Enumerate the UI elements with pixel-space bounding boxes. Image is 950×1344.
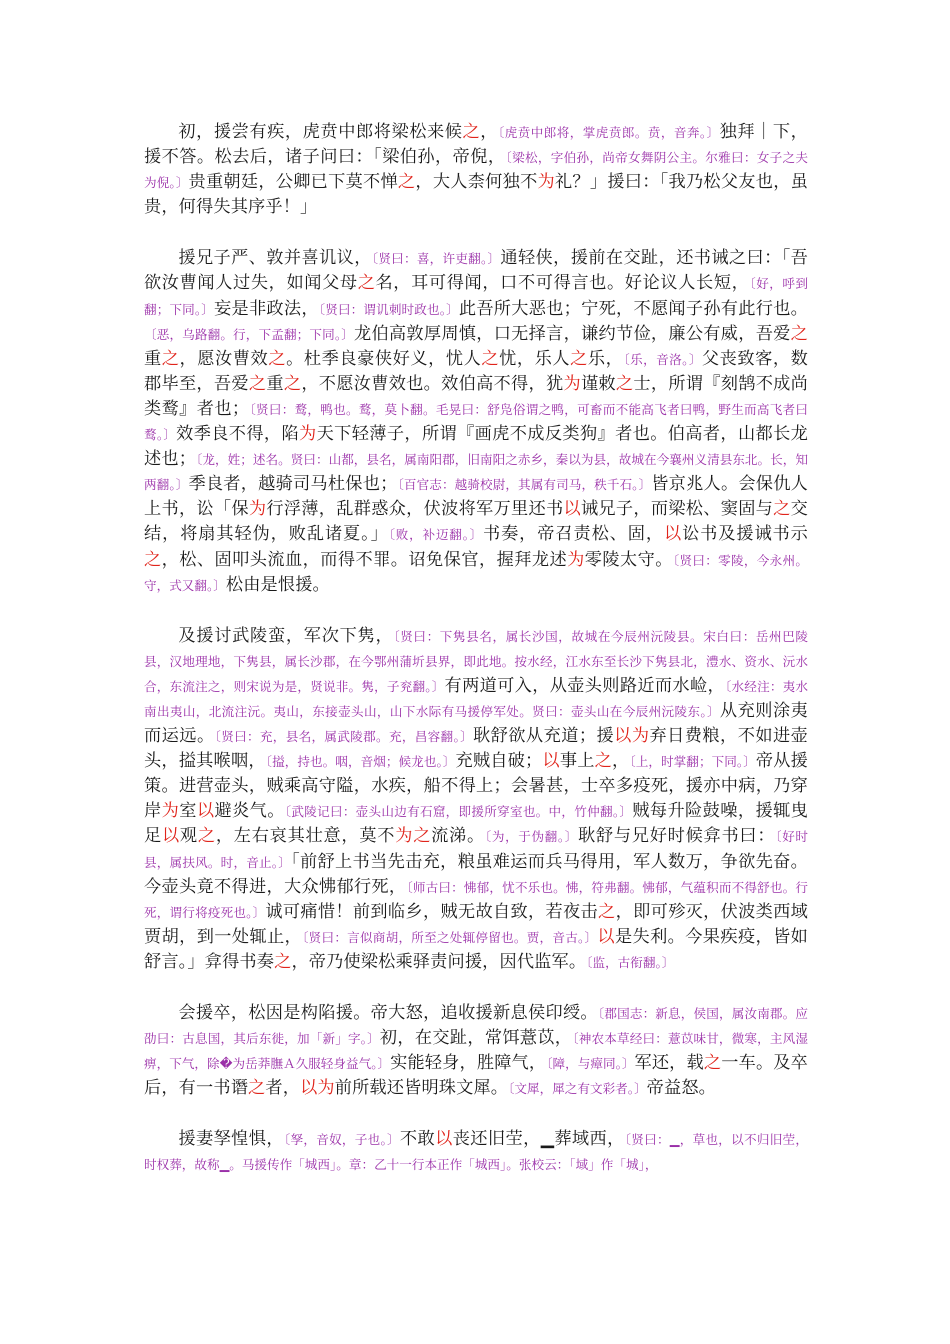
text-run: 名，耳可得闻，口不可得言也。好论议人长短， — [375, 273, 750, 294]
highlighted-char: 之 — [274, 951, 292, 972]
commentary-note: 〔好，呼到翻；下同。〕 — [144, 276, 808, 317]
commentary-note: 〔贤曰：谓讥刺时政也。〕 — [318, 301, 459, 317]
text-run: 父丧致客，数郡毕至，吾爱 — [144, 348, 809, 394]
text-run: 重 — [266, 373, 284, 394]
highlighted-char: 之 — [703, 1053, 722, 1074]
highlighted-char: 之 — [570, 348, 588, 369]
text-run: ，帝乃使梁松乘驿责问援，因代监军。 — [291, 951, 587, 972]
text-run: 松由是恨援。 — [225, 574, 330, 595]
commentary-note: 〔贤曰：▁，草也，以不归旧茔，时权葬，故称▁。马援传作「城西」。章：乙十一行本正作「城西」。张校云：「域」作「城」， — [144, 1132, 809, 1173]
text-run: 耿舒与兄好时候弇书曰： — [577, 826, 776, 847]
text-run: ，不愿汝曹效也。效伯高不得，犹 — [301, 373, 564, 394]
highlighted-char: 为 — [563, 373, 581, 394]
commentary-note: 〔神农本草经曰：薏苡味甘，微寒，主风湿痹，下气，除�为岳莽膴Ａ久服轻身益气。〕 — [144, 1031, 809, 1072]
highlighted-char: 为 — [537, 172, 555, 193]
text-run: 室 — [179, 801, 197, 822]
text-run: 初，援尝有疾，虎贲中郎将梁松来候 — [178, 122, 463, 142]
highlighted-char: 之 — [397, 172, 416, 193]
text-run: ，大人柰何独不 — [415, 172, 538, 193]
highlighted-char: 之 — [462, 122, 481, 142]
paragraph-p2 — [144, 246, 808, 597]
highlighted-char: 之 — [248, 373, 267, 394]
text-run: 书奏，帝召责松、固， — [482, 524, 664, 545]
commentary-note: 〔百官志：越骑校尉，其属有司马，秩千石。〕 — [397, 477, 652, 493]
text-run: 丧还旧茔， — [452, 1129, 541, 1150]
text-run: 士，所谓『刻鹄不成尚类鹜』者也； — [144, 373, 808, 419]
highlighted-char: 以为 — [300, 1078, 335, 1099]
text-run: 独拜｜下，援不答。松去后，诸子问曰：「梁伯孙，帝倪， — [144, 122, 809, 168]
text-run: 前所载还皆明珠文犀。 — [334, 1078, 509, 1099]
commentary-note: 〔武陵记曰：壶头山边有石窟，即援所穿室也。中，竹仲翻。〕 — [284, 804, 633, 820]
text-run: 零陵太守。 — [584, 549, 673, 570]
highlighted-char: 之 — [594, 751, 612, 772]
highlighted-char: 为 — [567, 549, 585, 570]
commentary-note: 〔虎贲中郎将，掌虎贲郎。贲，音奔。〕 — [498, 125, 720, 140]
text-run: 流涕。 — [431, 826, 485, 847]
commentary-note: 〔障，与瘴同。〕 — [546, 1056, 635, 1072]
text-run: 乐， — [587, 348, 624, 369]
text-run: 「前舒上书当先击充，粮虽难运而兵马得用，军人数万，争欲先奋。今壶头竟不得进，大众怫郁行死， — [144, 851, 808, 897]
text-run: 通轻侠，援前在交趾，还书诫之曰：「吾欲汝曹闻人过失，如闻父母 — [144, 248, 808, 294]
text-run: ，松、固叩头流血，而得不罪。诏免保官，握拜龙述 — [161, 549, 568, 570]
text-run: 谨敕 — [580, 373, 616, 394]
text-run: 交结，将扇其轻伪，败乱诸夏。」 — [144, 499, 808, 545]
text-run: 忧，乐人 — [499, 348, 571, 369]
highlighted-char: 为 — [248, 499, 267, 520]
text-run: 季良者，越骑司马杜保也； — [188, 474, 398, 495]
text-run: ，即可殄灭，伏波类西域贾胡，到一处辄止， — [144, 901, 808, 947]
commentary-note: 〔水经注：夷水南出夷山，北流注沅。夷山，东接壶头山，山下水际有马援停军处。贤曰：壶头山在今辰州沅陵东。〕 — [144, 678, 809, 719]
commentary-note: 〔监，古衔翻。〕 — [586, 954, 675, 970]
highlighted-char: 之 — [268, 348, 287, 369]
highlighted-char: 以 — [597, 926, 615, 947]
commentary-note: 〔贤曰：言似商胡，所至之处辄停留也。贾，音古。〕 — [302, 929, 598, 945]
highlighted-char: 为 — [395, 826, 414, 847]
text-run: 天下轻薄子，所谓『画虎不成反类狗』者也。伯高者，山都长龙述也； — [144, 424, 808, 470]
commentary-note: 〔龙，姓；述名。贤曰：山都，县名，属南阳郡，旧南阳之赤乡，秦以为县，故城在今襄州义清县东北。长，知两翻。〕 — [144, 452, 808, 493]
text-run: 贵重朝廷，公卿已下莫不惮 — [188, 172, 398, 193]
text-run: 帝益怒。 — [646, 1078, 717, 1099]
highlighted-char: 以 — [663, 524, 683, 545]
highlighted-char: 以 — [563, 499, 581, 520]
text-run: 实能轻身，胜障气， — [390, 1053, 547, 1074]
text-run: ， — [611, 751, 630, 772]
text-run: 是失利。今果疾疫，皆如舒言。」弇得书奏 — [144, 926, 808, 972]
text-run: 耿舒欲从充道；援 — [472, 726, 615, 747]
text-run: 行浮薄，乱群惑众，伏波将军万里还书 — [266, 499, 564, 520]
highlighted-char: 之 — [357, 273, 376, 294]
commentary-note: 〔孥，音奴，子也。〕 — [283, 1132, 400, 1148]
text-run: ，左右哀其壮意，莫不 — [215, 826, 396, 847]
highlighted-char: 之 — [197, 826, 216, 847]
commentary-note: 〔梁松，字伯孙，尚帝女舞阴公主。尔雅曰：女子之夫为倪。〕 — [144, 150, 808, 191]
text-run: 贼每升险鼓噪，援辄曳足 — [144, 801, 808, 847]
text-run: 龙伯高敦厚周慎，口无择言，谦约节俭，廉公有威，吾爱 — [353, 323, 791, 344]
text-run: 讼书及援诫书示 — [682, 524, 808, 545]
highlighted-char: 以 — [542, 751, 560, 772]
commentary-note: 〔师古曰：怫郁，忧不乐也。怫，符弗翻。怫郁，气蕴积而不得舒也。行死，谓行将疫死也。〕 — [144, 879, 808, 920]
highlighted-char: 之 — [248, 1078, 266, 1099]
text-run: 皆京兆人。会保仇人上书，讼「保 — [144, 474, 808, 520]
text-run: 重 — [144, 348, 162, 369]
highlighted-char: 之 — [413, 826, 432, 847]
text-run: 不敢 — [399, 1129, 436, 1150]
text-run: 援妻孥惶惧， — [178, 1129, 284, 1150]
highlighted-char: 之 — [481, 348, 500, 369]
text-run: 一车。及卒后，有一书谮 — [144, 1053, 808, 1099]
text-run: 军还，载 — [634, 1053, 704, 1074]
text-run: 诚可痛惜！前到临乡，贼无故自致，若夜击 — [265, 901, 599, 922]
highlighted-char: 为 — [299, 424, 317, 445]
text-run: 有两道可入，从壶头则路近而水崄， — [444, 675, 726, 696]
text-run: 事上 — [559, 751, 595, 772]
commentary-note: 〔恶，乌路翻。行，下孟翻；下同。〕 — [144, 326, 354, 342]
commentary-note: 〔文犀，犀之有文彩者。〕 — [508, 1081, 647, 1097]
highlighted-char: 之 — [598, 901, 616, 922]
commentary-note: 〔乐，音洛。〕 — [623, 351, 702, 367]
highlighted-char: 以 — [161, 826, 180, 847]
highlighted-char: 之 — [615, 373, 634, 394]
paragraph-p4 — [144, 1001, 808, 1101]
highlighted-char: 以 — [196, 801, 215, 822]
highlighted-char: 以为 — [614, 726, 650, 747]
text-run: 及援讨武陵蛮，军次下隽， — [178, 625, 394, 646]
commentary-note: 〔为，于伪翻。〕 — [484, 829, 578, 845]
text-run: 从充则涂夷而运远。 — [144, 700, 808, 747]
text-run: 此吾所大恶也；宁死，不愿闻子孙有此行也。 — [458, 298, 809, 319]
highlighted-char: 以 — [435, 1129, 453, 1150]
highlighted-char: 之 — [161, 348, 180, 369]
text-run: 效季良不得，陷 — [176, 424, 300, 445]
highlighted-char: 之 — [283, 373, 302, 394]
text-run: 初，在交趾，常饵薏苡， — [379, 1028, 573, 1049]
text-run: 充贼自破； — [455, 751, 543, 772]
commentary-note: 〔贤曰：充，县名，属武陵郡。充，昌容翻。〕 — [214, 729, 473, 745]
commentary-note: 〔上，时掌翻；下同。〕 — [629, 754, 756, 770]
commentary-note: 〔败，补迈翻。〕 — [388, 527, 483, 543]
text-run: 避炎气。 — [214, 801, 285, 822]
text-run: 礼？」援曰：「我乃松父友也，虽贵，何得失其序乎！」 — [144, 172, 808, 218]
paragraph-p3 — [144, 624, 808, 975]
text-run: ▁葬域西， — [540, 1129, 625, 1150]
commentary-note: 〔贤曰：喜，许吏翻。〕 — [371, 251, 501, 267]
highlighted-char: 之 — [144, 549, 162, 570]
text-run: ， — [480, 122, 499, 142]
commentary-note: 〔贤曰：下隽县名，属长沙国，故城在今辰州沅陵县。宋白曰：岳州巴陵县，汉地理地，下隽县，属长沙郡，在今鄂州蒲圻县界，即此地。按水经，江水东至长沙下隽县北，澧水、资水、沅水合，东流注之，则宋说为是，贤说非。隽，子兖翻。〕 — [144, 628, 808, 694]
commentary-note: 〔郡国志：新息，侯国，属汝南郡。应劭曰：古息国，其后东徙，加「新」字。〕 — [144, 1006, 808, 1047]
text-run: 援兄子严、敦并喜讥议， — [178, 248, 372, 269]
commentary-note: 〔搤，持也。咽，音烟；候龙也。〕 — [265, 754, 456, 770]
highlighted-char: 之 — [773, 499, 791, 520]
text-run: 诫兄子，而梁松、窦固与 — [580, 499, 774, 520]
text-run: 妄是非政法， — [214, 298, 319, 319]
commentary-note: 〔贤曰：鹜，鸭也。鹜，莫卜翻。毛晃曰：舒凫俗谓之鸭，可畜而不能高飞者曰鸭，野生而高飞者曰鹜。〕 — [144, 401, 808, 443]
highlighted-char: 之 — [790, 323, 808, 344]
highlighted-char: 为 — [161, 801, 180, 822]
text-run: 会援卒，松因是构陷援。帝大怒，追收援新息侯印绶。 — [178, 1003, 598, 1023]
text-run: 帝从援策。进营壶头，贼乘高守隘，水疾，船不得上；会暑甚，士卒多疫死，援亦中病，乃穿岸 — [144, 751, 808, 822]
paragraph-p5 — [144, 1127, 808, 1177]
text-run: 者， — [265, 1078, 301, 1099]
text-run: 弃日费粮，不如进壶头，搤其喉咽， — [144, 726, 808, 772]
commentary-note: 〔好时县，属扶风。时，音止。〕 — [144, 829, 809, 870]
paragraph-p1 — [144, 120, 808, 220]
text-run: 观 — [179, 826, 198, 847]
document-page — [144, 120, 808, 1204]
text-run: 。杜季良豪侠好义，忧人 — [286, 348, 482, 369]
text-run: ，愿汝曹效 — [179, 348, 269, 369]
commentary-note: 〔贤曰：零陵，今永州。守，式又翻。〕 — [144, 552, 809, 593]
